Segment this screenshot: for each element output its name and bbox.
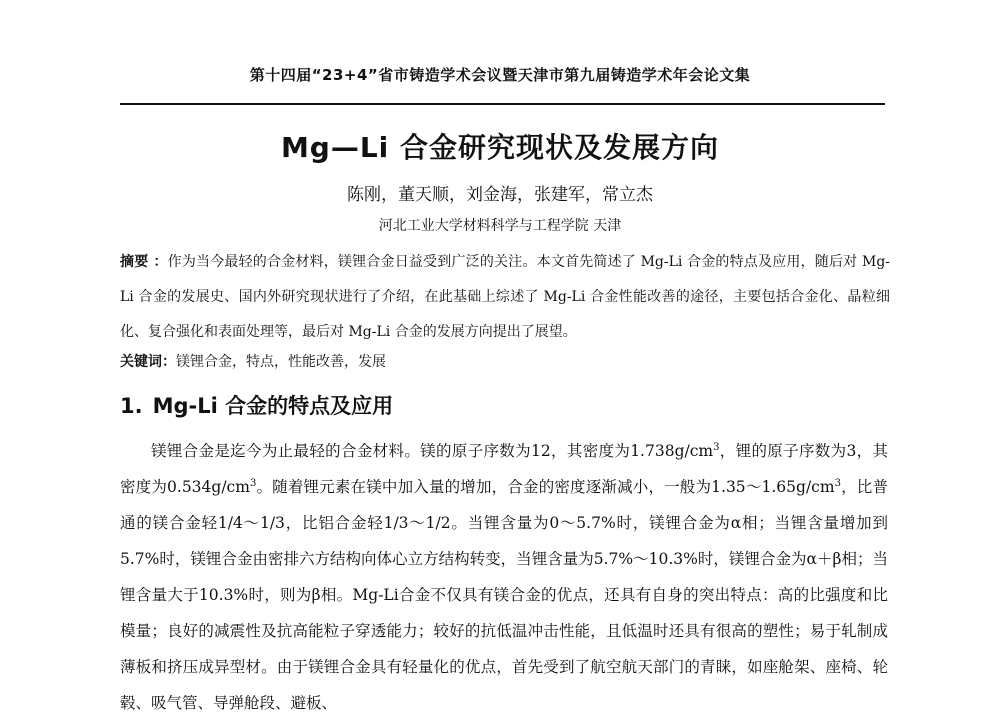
affiliation: 河北工业大学材料科学与工程学院 天津 (378, 218, 622, 234)
header-rule (120, 103, 885, 105)
abstract-separator: ： (148, 254, 168, 270)
abstract (120, 245, 890, 350)
body-paragraph (120, 433, 888, 721)
abstract-label: 摘要 (120, 254, 149, 270)
running-head: 第十四届“23+4”省市铸造学术会议暨天津市第九届铸造学术年会论文集 (249, 66, 751, 84)
section-title: Mg-Li 合金的特点及应用 (152, 394, 394, 418)
author-list: 陈刚，董天顺，刘金海，张建军，常立杰 (347, 185, 653, 205)
superscript: 3 (249, 477, 257, 489)
superscript: 3 (713, 441, 720, 453)
section-heading (120, 390, 393, 420)
section-number: 1. (120, 394, 143, 418)
body-text-segment: 镁锂合金是迄今为止最轻的合金材料。镁的原子序数为12，其密度为1.738g/cm (151, 442, 714, 460)
body-text-segment: ，锂的原子序数为3，其密度为0.534g/cm (120, 442, 888, 496)
abstract-text: 作为当今最轻的合金材料，镁锂合金日益受到广泛的关注。本文首先简述了 Mg-Li 合金的特点及应用，随后对 Mg-Li 合金的发展史、国内外研究现状进行了介绍，在此基础上综述了 Mg-Li 合金性能改善的途径，主要包括合金化、晶粒细化、复合强化和表面处理等，最后对 Mg-Li 合金的发展方向提出了展望。 (120, 254, 891, 340)
body-text-segment: 。随着锂元素在镁中加入量的增加，合金的密度逐渐减小，一般为1.35～1.65g/cm (256, 478, 835, 496)
superscript: 3 (834, 477, 841, 489)
keywords-label: 关键词： (120, 354, 176, 370)
keywords-text: 镁锂合金，特点，性能改善，发展 (176, 354, 386, 370)
body-text-segment: ，比普通的镁合金轻1/4～1/3，比铝合金轻1/3～1/2。当锂含量为0～5.7%时，镁锂合金为α相；当锂含量增加到5.7%时，镁锂合金由密排六方结构向体心立方结构转变，当锂含量为5.7%～10.3%时，镁锂合金为α＋β相；当锂含量大于10.3%时，则为β相。Mg-Li合金不仅具有镁合金的优点，还具有自身的突出特点：高的比强度和比模量；良好的减震性及抗高能粒子穿透能力；较好的抗低温冲击性能，且低温时还具有很高的塑性；易于轧制成薄板和挤压成异型材。由于镁锂合金具有轻量化的优点，首先受到了航空航天部门的青睐，如座舱架、座椅、轮毂、吸气管、导弹舱段、避板、 (120, 478, 888, 712)
keywords (120, 345, 890, 380)
paper-title: Mg—Li 合金研究现状及发展方向 (280, 131, 720, 164)
